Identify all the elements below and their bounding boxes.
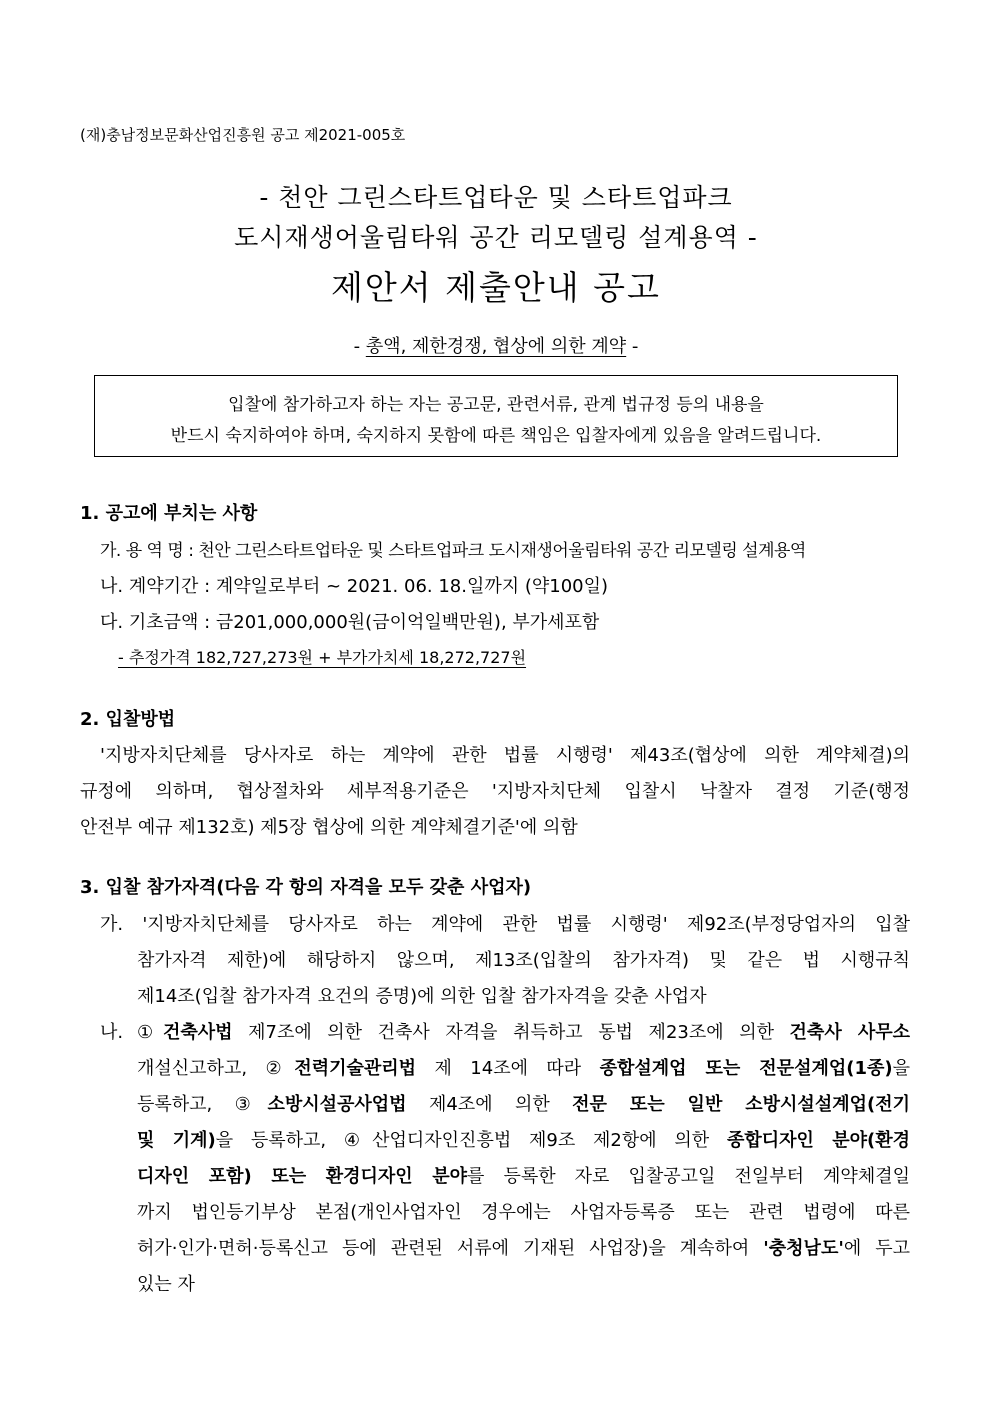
notice-number: (재)충남정보문화산업진흥원 공고 제2021-005호 [80,126,406,144]
section-3-na-line-2 [137,1054,910,1080]
subtitle-prefix: - [353,336,366,357]
notice-box-line-2: 반드시 숙지하여야 하며, 숙지하지 못함에 따른 책임은 입찰자에게 있음을 알려드립니다. [170,426,822,446]
na-bold-text: 전문 또는 일반 소방시설설계업(전기 [572,1094,910,1115]
na-text: 제 14조에 따라 [416,1058,600,1079]
section-3-na-line-5 [137,1162,910,1188]
section-3-ga-line-3: 제14조(입찰 참가자격 요건의 증명)에 의한 입찰 참가자격을 갖춘 사업자 [137,986,707,1007]
section-3-ga-line-2: 참가자격 제한)에 해당하지 않으며, 제13조(입찰의 참가자격) 및 같은 법 시행규칙 [137,950,910,971]
notice-box-line-1: 입찰에 참가하고자 하는 자는 공고문, 관련서류, 관계 법규정 등의 내용을 [228,395,764,415]
na-text: 를 등록한 자로 입찰공고일 전일부터 계약체결일 [467,1166,910,1187]
na-text: 제4조에 의한 [406,1094,573,1115]
page-title: 제안서 제출안내 공고 [331,268,661,307]
na-bold-text: '충청남도' [763,1238,844,1259]
section-3-na-line-8: 있는 자 [137,1274,195,1295]
na-text: 을 등록하고, ④산업디자인진흥법 제9조 제2항에 의한 [215,1130,727,1151]
section-1-item-na: 나. 계약기간 : 계약일로부터 ~ 2021. 06. 18.일까지 (약100일) [100,576,609,597]
title-line-1: - 천안 그린스타트업타운 및 스타트업파크 [259,183,733,212]
na-text: 에 두고 [843,1238,910,1259]
na-text: 허가·인가·면허·등록신고 등에 관련된 서류에 기재된 사업장)을 계속하여 [137,1238,764,1259]
section-1-item-ga: 가. 용 역 명 : 천안 그린스타트업타운 및 스타트업파크 도시재생어울림타워 공간 리모델링 설계용역 [100,541,806,561]
subtitle-suffix: - [626,336,639,357]
section-2-heading: 2. 입찰방법 [80,709,176,730]
na-bold-text: 건축사법 [162,1022,233,1043]
section-3-ga-line-1: 가. '지방자치단체를 당사자로 하는 계약에 관한 법률 시행령' 제92조(부정당업자의 입찰 [100,914,910,935]
section-3-na-line-1 [137,1018,910,1044]
section-2-line-3: 안전부 예규 제132호) 제5장 협상에 의한 계약체결기준'에 의함 [80,817,578,838]
na-bold-text: 전력기술관리법 [294,1058,417,1079]
subtitle-text: 총액, 제한경쟁, 협상에 의한 계약 [365,336,627,357]
na-text: 개설신고하고, ② [137,1058,295,1079]
section-3-na-line-6: 까지 법인등기부상 본점(개인사업자인 경우에는 사업자등록증 또는 관련 법령에 따른 [137,1202,910,1223]
section-2-line-2: 규정에 의하며, 협상절차와 세부적용기준은 '지방자치단체 입찰시 낙찰자 결정 기준(행정 [80,781,910,802]
title-line-2: 도시재생어울림타워 공간 리모델링 설계용역 - [234,223,758,252]
section-2-line-1: '지방자치단체를 당사자로 하는 계약에 관한 법률 시행령' 제43조(협상에 의한 계약체결)의 [100,745,910,766]
notice-box [94,375,898,457]
section-1-heading: 1. 공고에 부치는 사항 [80,503,258,524]
na-bold-text: 소방시설공사업법 [267,1094,407,1115]
na-bold-text: 종합설계업 또는 전문설계업(1종) [599,1058,893,1079]
na-bold-text: 종합디자인 분야(환경 [726,1130,910,1151]
na-bold-text: 디자인 포함) 또는 환경디자인 분야 [137,1166,468,1187]
section-1-item-da: 다. 기초금액 : 금201,000,000원(금이억일백만원), 부가세포함 [100,612,600,633]
na-text: 등록하고, ③ [137,1094,268,1115]
section-1-estimate: - 추정가격 182,727,273원 + 부가가치세 18,272,727원 [118,648,527,667]
section-3-na-line-7 [137,1234,910,1260]
na-text: 을 [892,1058,910,1079]
circled-number-1: ① [137,1022,163,1043]
na-text: 제7조에 의한 건축사 자격을 취득하고 동법 제23조에 의한 [232,1022,790,1043]
na-bold-text: 건축사 사무소 [789,1022,910,1043]
section-3-na-prefix: 나. [100,1022,124,1043]
na-bold-text: 및 기계) [137,1130,216,1151]
section-3-heading: 3. 입찰 참가자격(다음 각 항의 자격을 모두 갖춘 사업자) [80,877,532,898]
section-3-na-line-4 [137,1126,910,1152]
section-3-na-line-3 [137,1090,910,1116]
subtitle [0,332,992,358]
